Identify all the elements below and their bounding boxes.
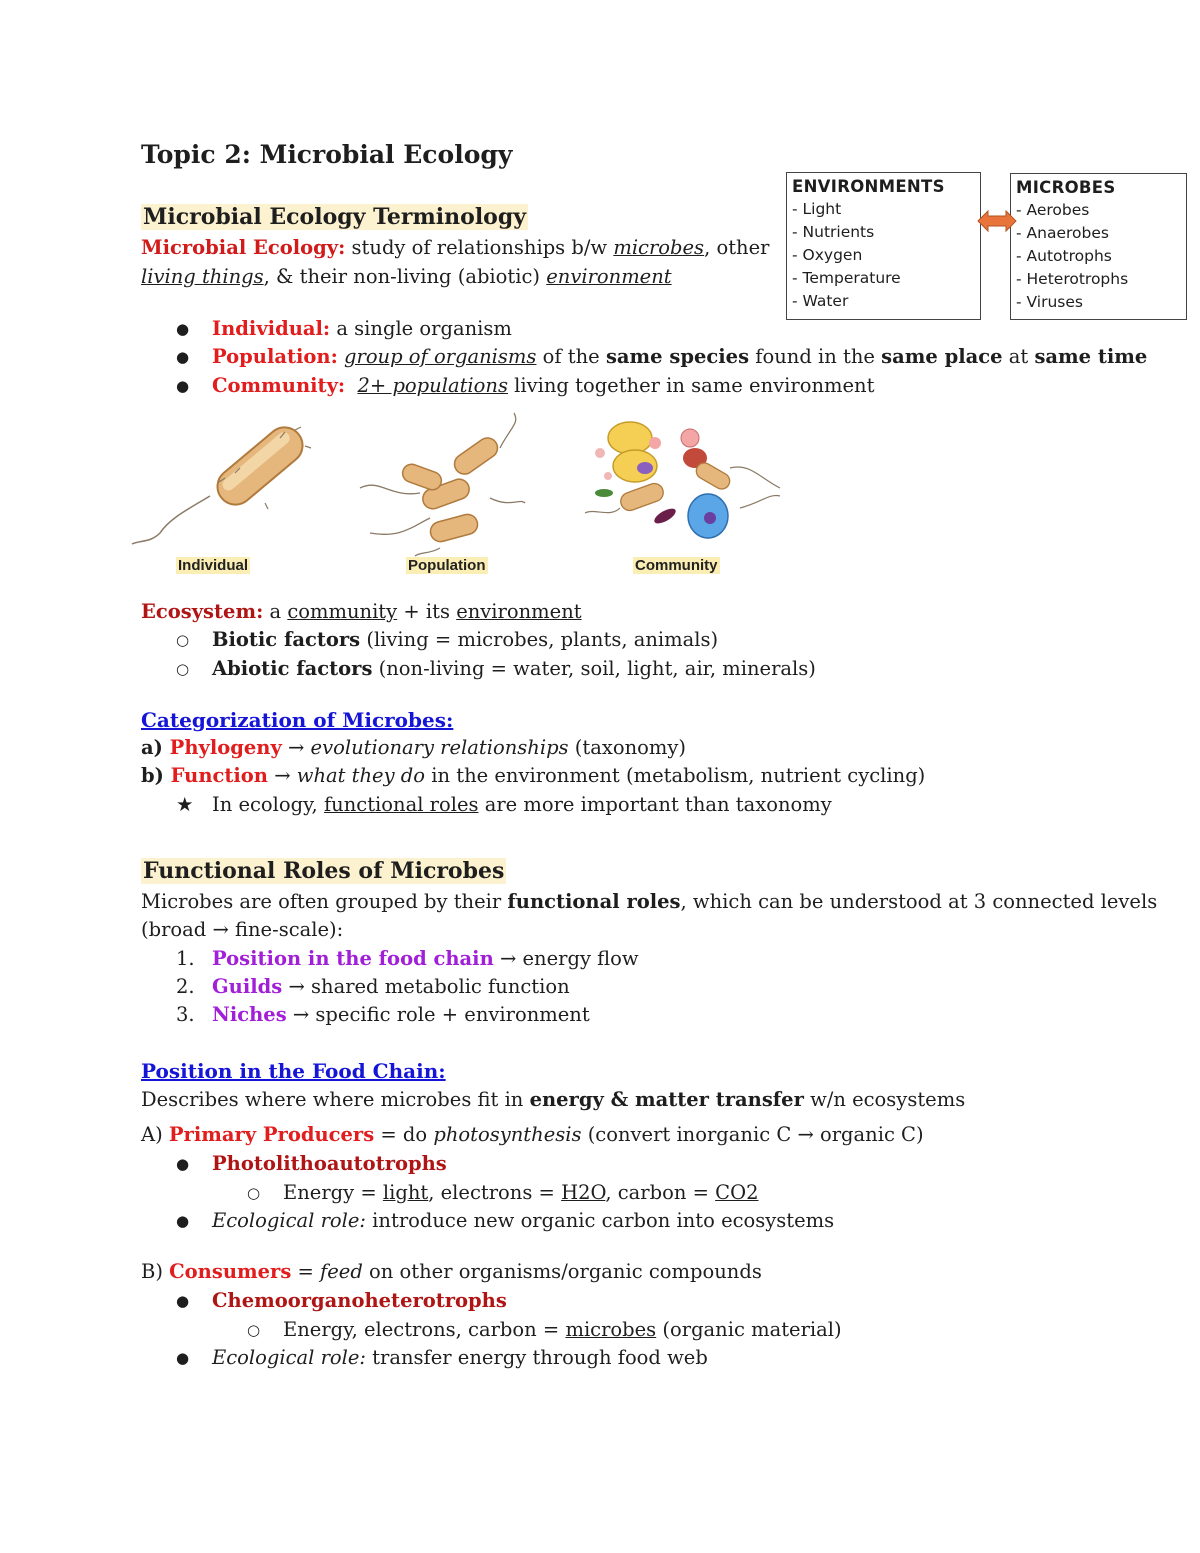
community-term: Community: — [212, 374, 346, 397]
function-line — [141, 762, 925, 790]
microbes-box — [1010, 173, 1187, 320]
population-text: at — [1002, 345, 1035, 368]
energy-text: , carbon = — [605, 1181, 716, 1204]
paragraph-text: , which can be understood at 3 connected levels — [680, 890, 1158, 913]
consumers-text: on other organisms/organic compounds — [362, 1260, 762, 1283]
role-label: Ecological role: — [212, 1209, 366, 1232]
role-text: introduce new organic carbon into ecosystems — [365, 1209, 835, 1232]
bullet-dot: ● — [176, 320, 190, 338]
community-underlined: 2+ populations — [357, 374, 508, 397]
level-item-2 — [212, 973, 570, 1001]
environment-item: - Oxygen — [792, 246, 863, 264]
definition-line-2 — [141, 263, 672, 291]
item-label: b) — [141, 764, 171, 787]
definition-term: Microbial Ecology: — [141, 236, 346, 259]
ecosystem-line — [141, 598, 582, 626]
arrow-text: → — [281, 736, 311, 759]
function-italic: what they do — [296, 764, 426, 787]
function-text: in the environment (metabolism, nutrient cycling) — [425, 764, 926, 787]
level-term: Position in the food chain — [212, 947, 494, 970]
role-text: transfer energy through food web — [365, 1346, 708, 1369]
item-label: A) — [141, 1123, 169, 1146]
star-icon: ★ — [176, 793, 194, 816]
foodchain-heading: Position in the Food Chain: — [141, 1059, 446, 1083]
description-bold: energy & matter transfer — [529, 1088, 804, 1111]
chemoorganoheterotrophs-term: Chemoorganoheterotrophs — [212, 1289, 507, 1312]
double-arrow-icon — [976, 207, 1018, 235]
photolithoautotrophs-term: Photolithoautotrophs — [212, 1152, 447, 1175]
phylogeny-term: Phylogeny — [169, 736, 282, 759]
foodchain-description — [141, 1086, 965, 1114]
population-bold: same time — [1034, 345, 1148, 368]
population-bold: same place — [881, 345, 1003, 368]
definition-living: living things — [141, 265, 264, 288]
categorization-heading-line — [141, 706, 453, 735]
energy-text: Energy = — [283, 1181, 383, 1204]
environment-item: - Water — [792, 292, 849, 310]
categorization-heading: Categorization of Microbes: — [141, 708, 454, 732]
individual-text: a single organism — [330, 317, 512, 340]
bullet-dot: ● — [176, 1155, 190, 1173]
note-text: are more important than taxonomy — [478, 793, 832, 816]
population-text: found in the — [749, 345, 882, 368]
level-term: Guilds — [212, 975, 283, 998]
definition-line-1 — [141, 234, 769, 262]
consumers-term: Consumers — [169, 1260, 292, 1283]
item-label: B) — [141, 1260, 170, 1283]
photolithoautotrophs-line — [212, 1150, 447, 1178]
functional-paragraph-1 — [141, 888, 1157, 916]
producers-text: = do — [374, 1123, 434, 1146]
definition-text: , other — [704, 236, 770, 259]
level-text: → specific role + environment — [286, 1003, 590, 1026]
environment-item: - Light — [792, 200, 842, 218]
ecosystem-community: community — [287, 600, 398, 623]
abiotic-term: Abiotic factors — [212, 657, 373, 680]
environments-box — [786, 172, 981, 320]
label-individual: Individual — [178, 557, 249, 574]
bullet-dot: ● — [176, 1292, 190, 1310]
environment-item: - Temperature — [792, 269, 901, 287]
energy-text: (organic material) — [656, 1318, 842, 1341]
microbe-item: - Anaerobes — [1016, 224, 1109, 242]
terminology-heading: Microbial Ecology Terminology — [143, 204, 527, 230]
microbe-item: - Heterotrophs — [1016, 270, 1129, 288]
population-item — [212, 343, 1147, 371]
population-bacteria-icon — [360, 413, 525, 556]
population-underlined: group of organisms — [344, 345, 537, 368]
community-text: living together in same environment — [507, 374, 875, 397]
circle-bullet: ○ — [247, 1321, 261, 1339]
circle-bullet: ○ — [176, 631, 190, 649]
level-item-3 — [212, 1001, 590, 1029]
producers-italic: photosynthesis — [433, 1123, 582, 1146]
page-title: Topic 2: Microbial Ecology — [141, 140, 513, 169]
function-term: Function — [170, 764, 268, 787]
list-number: 3. — [176, 1003, 195, 1026]
label-population: Population — [408, 557, 486, 574]
abiotic-line — [212, 655, 816, 683]
ecology-note-line — [212, 791, 832, 819]
microbe-item: - Viruses — [1016, 293, 1083, 311]
microbe-item: - Autotrophs — [1016, 247, 1112, 265]
definition-microbes: microbes — [613, 236, 705, 259]
description-text: w/n ecosystems — [803, 1088, 966, 1111]
environment-item: - Nutrients — [792, 223, 875, 241]
biotic-term: Biotic factors — [212, 628, 361, 651]
individual-item — [212, 315, 512, 343]
producers-text: (convert inorganic C → organic C) — [581, 1123, 924, 1146]
microbes-title: MICROBES — [1016, 178, 1116, 197]
chemoorganoheterotrophs-line — [212, 1287, 507, 1315]
definition-environment: environment — [546, 265, 672, 288]
level-term: Niches — [212, 1003, 287, 1026]
abiotic-text: (non-living = water, soil, light, air, minerals) — [372, 657, 816, 680]
community-item — [212, 372, 874, 400]
role-label: Ecological role: — [212, 1346, 366, 1369]
definition-text: study of relationships b/w — [345, 236, 614, 259]
functional-paragraph-2: (broad → fine-scale): — [141, 918, 344, 941]
consumers-italic: feed — [320, 1260, 363, 1283]
consumers-line — [141, 1258, 762, 1286]
item-label: a) — [141, 736, 170, 759]
level-text: → energy flow — [493, 947, 639, 970]
note-underlined: functional roles — [323, 793, 479, 816]
ecosystem-environment: environment — [456, 600, 582, 623]
functional-heading: Functional Roles of Microbes — [143, 858, 505, 884]
producer-role-line — [212, 1207, 834, 1235]
consumer-role-line — [212, 1344, 708, 1372]
biotic-text: (living = microbes, plants, animals) — [360, 628, 719, 651]
energy-h2o: H2O — [561, 1181, 606, 1204]
population-term: Population: — [212, 345, 338, 368]
population-text: of the — [536, 345, 606, 368]
energy-microbes: microbes — [565, 1318, 657, 1341]
individual-bacterium-icon — [132, 420, 311, 544]
phylogeny-line — [141, 734, 686, 762]
microbe-item: - Aerobes — [1016, 201, 1090, 219]
primary-producers-line — [141, 1121, 924, 1149]
list-number: 2. — [176, 975, 195, 998]
bullet-dot: ● — [176, 377, 190, 395]
description-text: Describes where where microbes fit in — [141, 1088, 530, 1111]
phylogeny-text: (taxonomy) — [568, 736, 686, 759]
community-microbes-icon — [585, 422, 780, 538]
terminology-heading-line — [141, 203, 528, 232]
environments-title: ENVIRONMENTS — [792, 177, 945, 196]
paragraph-text: Microbes are often grouped by their — [141, 890, 508, 913]
individual-population-community-illustration — [130, 408, 790, 558]
consumer-energy-line — [283, 1316, 842, 1344]
ecosystem-text: + its — [397, 600, 457, 623]
circle-bullet: ○ — [247, 1184, 261, 1202]
definition-text: , & their non-living (abiotic) — [263, 265, 547, 288]
biotic-line — [212, 626, 718, 654]
note-text: In ecology, — [212, 793, 324, 816]
foodchain-heading-line — [141, 1057, 446, 1086]
level-text: → shared metabolic function — [282, 975, 570, 998]
energy-text: Energy, electrons, carbon = — [283, 1318, 566, 1341]
label-community: Community — [635, 557, 718, 574]
circle-bullet: ○ — [176, 660, 190, 678]
energy-co2: CO2 — [715, 1181, 759, 1204]
energy-text: , electrons = — [428, 1181, 562, 1204]
consumers-text: = — [291, 1260, 321, 1283]
paragraph-bold: functional roles — [507, 890, 681, 913]
ecosystem-text: a — [263, 600, 288, 623]
phylogeny-italic: evolutionary relationships — [310, 736, 569, 759]
producer-energy-line — [283, 1179, 758, 1207]
individual-term: Individual: — [212, 317, 331, 340]
ecosystem-term: Ecosystem: — [141, 600, 264, 623]
primary-producers-term: Primary Producers — [168, 1123, 375, 1146]
bullet-dot: ● — [176, 1212, 190, 1230]
arrow-text: → — [268, 764, 297, 787]
level-item-1 — [212, 945, 639, 973]
population-bold: same species — [605, 345, 750, 368]
functional-heading-line — [141, 857, 506, 886]
list-number: 1. — [176, 947, 195, 970]
bullet-dot: ● — [176, 1349, 190, 1367]
bullet-dot: ● — [176, 348, 190, 366]
energy-light: light — [382, 1181, 429, 1204]
